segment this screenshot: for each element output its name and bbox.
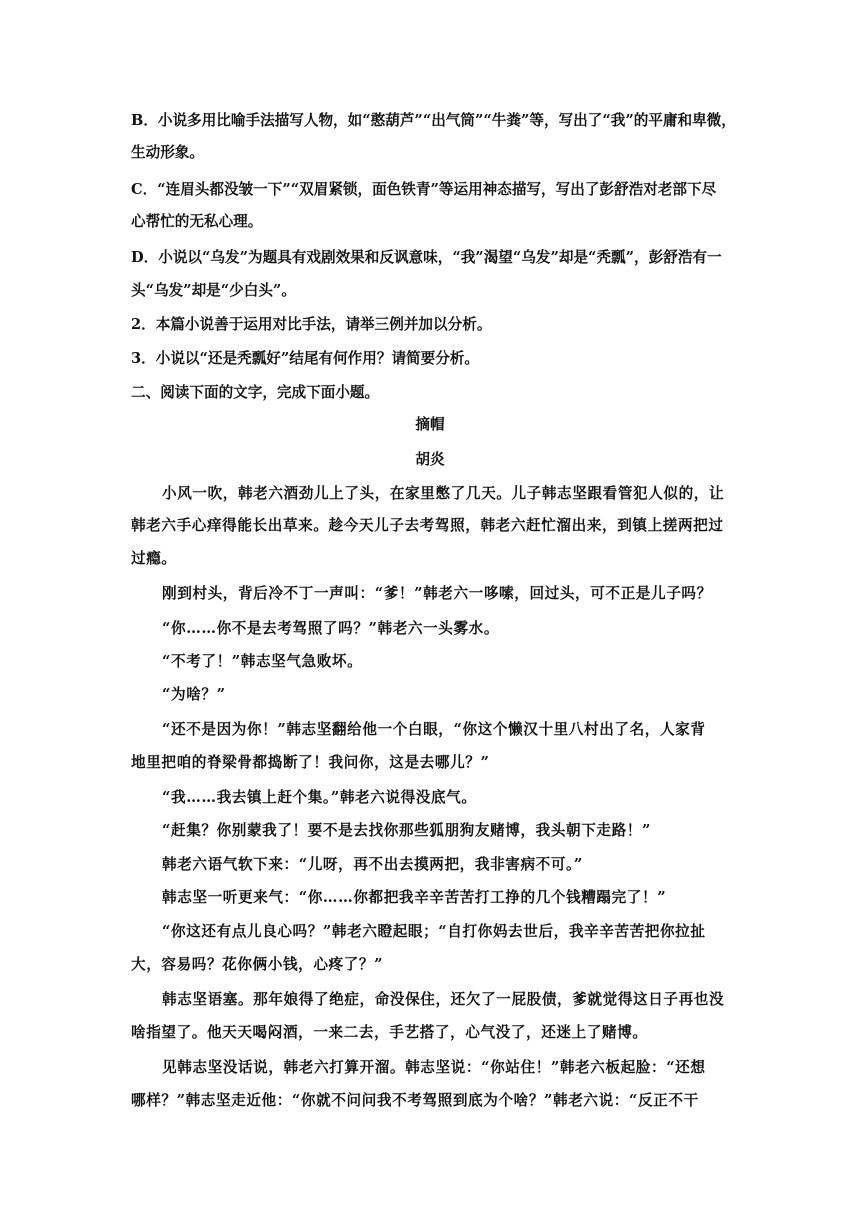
- story-line: “你这还有点儿良心吗？”韩老六瞪起眼；“自打你妈去世后，我辛辛苦苦把你拉扯: [162, 923, 706, 940]
- story-line: 大，容易吗？花你俩小钱，心疼了？”: [131, 956, 384, 973]
- story-line: 韩老六语气软下来：“儿呀，再不出去摸两把，我非害病不可。”: [162, 856, 583, 873]
- story-line: “还不是因为你！”韩志坚翻给他一个白眼，“你这个懒汉十里八村出了名，人家背: [162, 721, 706, 738]
- story-line: 过瘾。: [131, 550, 177, 567]
- option-d-line-2: 头“乌发”却是“少白头”。: [131, 282, 296, 299]
- story-line: “你……你不是去考驾照了吗？”韩老六一头雾水。: [162, 620, 500, 637]
- story-line: 地里把咱的脊梁骨都捣断了！我问你，这是去哪儿？”: [131, 754, 490, 771]
- question-2: 2．本篇小说善于运用对比手法，请举三例并加以分析。: [131, 316, 492, 333]
- story-line: 见韩志坚没话说，韩老六打算开溜。韩志坚说：“你站住！”韩老六板起脸：“还想: [162, 1059, 706, 1076]
- question-3: 3．小说以“还是秃瓢好”结尾有何作用？请简要分析。: [131, 350, 480, 367]
- option-d-line-1: D．小说以“乌发”为题具有戏剧效果和反讽意味，“我”渴望“乌发”却是“秃瓢”，彭舒浩有一: [131, 249, 722, 266]
- story-title: 摘帽: [415, 416, 445, 433]
- story-line: “为啥？”: [162, 686, 226, 703]
- story-line: 韩志坚语塞。那年娘得了绝症，命没保住，还欠了一屁股债，爹就觉得这日子再也没: [162, 991, 725, 1008]
- section-2-instruction: 二、阅读下面的文字，完成下面小题。: [131, 384, 380, 401]
- option-c-line-1: C．“连眉头都没皱一下”“双眉紧锁，面色铁青”等运用神态描写，写出了彭舒浩对老部下尽: [131, 181, 717, 198]
- story-line: 韩志坚一听更来气：“你……你都把我辛辛苦苦打工挣的几个钱糟蹋完了！”: [162, 889, 667, 906]
- story-line: 韩老六手心痒得能长出草来。趁今天儿子去考驾照，韩老六赶忙溜出来，到镇上搓两把过: [131, 517, 724, 534]
- story-author: 胡炎: [415, 451, 445, 468]
- option-b-line-1: B．小说多用比喻手法描写人物，如“憨葫芦”“出气筒”“牛粪”等，写出了“我”的平庸和卑微，: [131, 112, 736, 129]
- story-line: “不考了！”韩志坚气急败坏。: [162, 653, 363, 670]
- story-line: 哪样？”韩志坚走近他：“你就不问问我不考驾照到底为个啥？”韩老六说：“反正不干: [131, 1092, 699, 1109]
- story-line: “赶集？你别蒙我了！要不是去找你那些狐朋狗友赌博，我头朝下走路！”: [162, 822, 651, 839]
- story-line: 啥指望了。他天天喝闷酒，一来二去，手艺搭了，心气没了，还迷上了赌博。: [131, 1024, 648, 1041]
- option-b-line-2: 生动形象。: [131, 144, 204, 161]
- story-line: “我……我去镇上赶个集。”韩老六说得没底气。: [162, 789, 477, 806]
- option-c-line-2: 心帮忙的无私心理。: [131, 213, 263, 230]
- story-line: 刚到村头，背后冷不丁一声叫：“爹！”韩老六一哆嗦，回过头，可不正是儿子吗？: [162, 585, 712, 602]
- story-line: 小风一吹，韩老六酒劲儿上了头，在家里憋了几天。儿子韩志坚跟看管犯人似的，让: [162, 485, 725, 502]
